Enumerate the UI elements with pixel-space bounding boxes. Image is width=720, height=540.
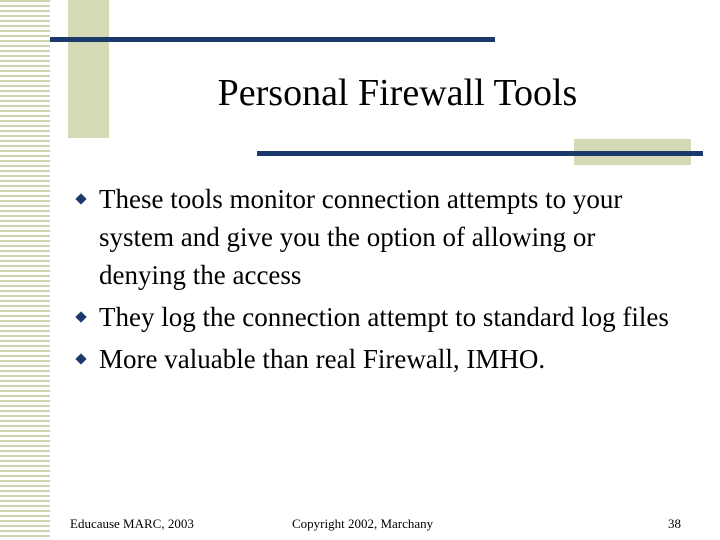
- bullet-item: [75, 298, 675, 336]
- diamond-bullet-icon: [75, 311, 86, 322]
- slide-title: Personal Firewall Tools: [217, 72, 578, 114]
- bullet-item: [75, 180, 675, 294]
- bullet-item: [75, 340, 675, 378]
- footer-event: Educause MARC, 2003: [70, 516, 194, 531]
- title-rule-top: [50, 37, 495, 42]
- left-striped-border: [0, 0, 50, 540]
- slide-number: 38: [668, 516, 681, 531]
- bullet-text: More valuable than real Firewall, IMHO.: [99, 344, 546, 374]
- diamond-bullet-icon: [75, 353, 86, 364]
- title-rule-bottom: [257, 151, 703, 156]
- footer-copyright: Copyright 2002, Marchany: [292, 516, 434, 531]
- bullet-text: These tools monitor connection attempts to your system and give you the option of allowing or denying the access: [99, 184, 623, 290]
- bullet-list: [75, 180, 675, 382]
- bullet-text: They log the connection attempt to standard log files: [99, 302, 669, 332]
- diamond-bullet-icon: [75, 193, 86, 204]
- title-decor-block: [68, 0, 109, 138]
